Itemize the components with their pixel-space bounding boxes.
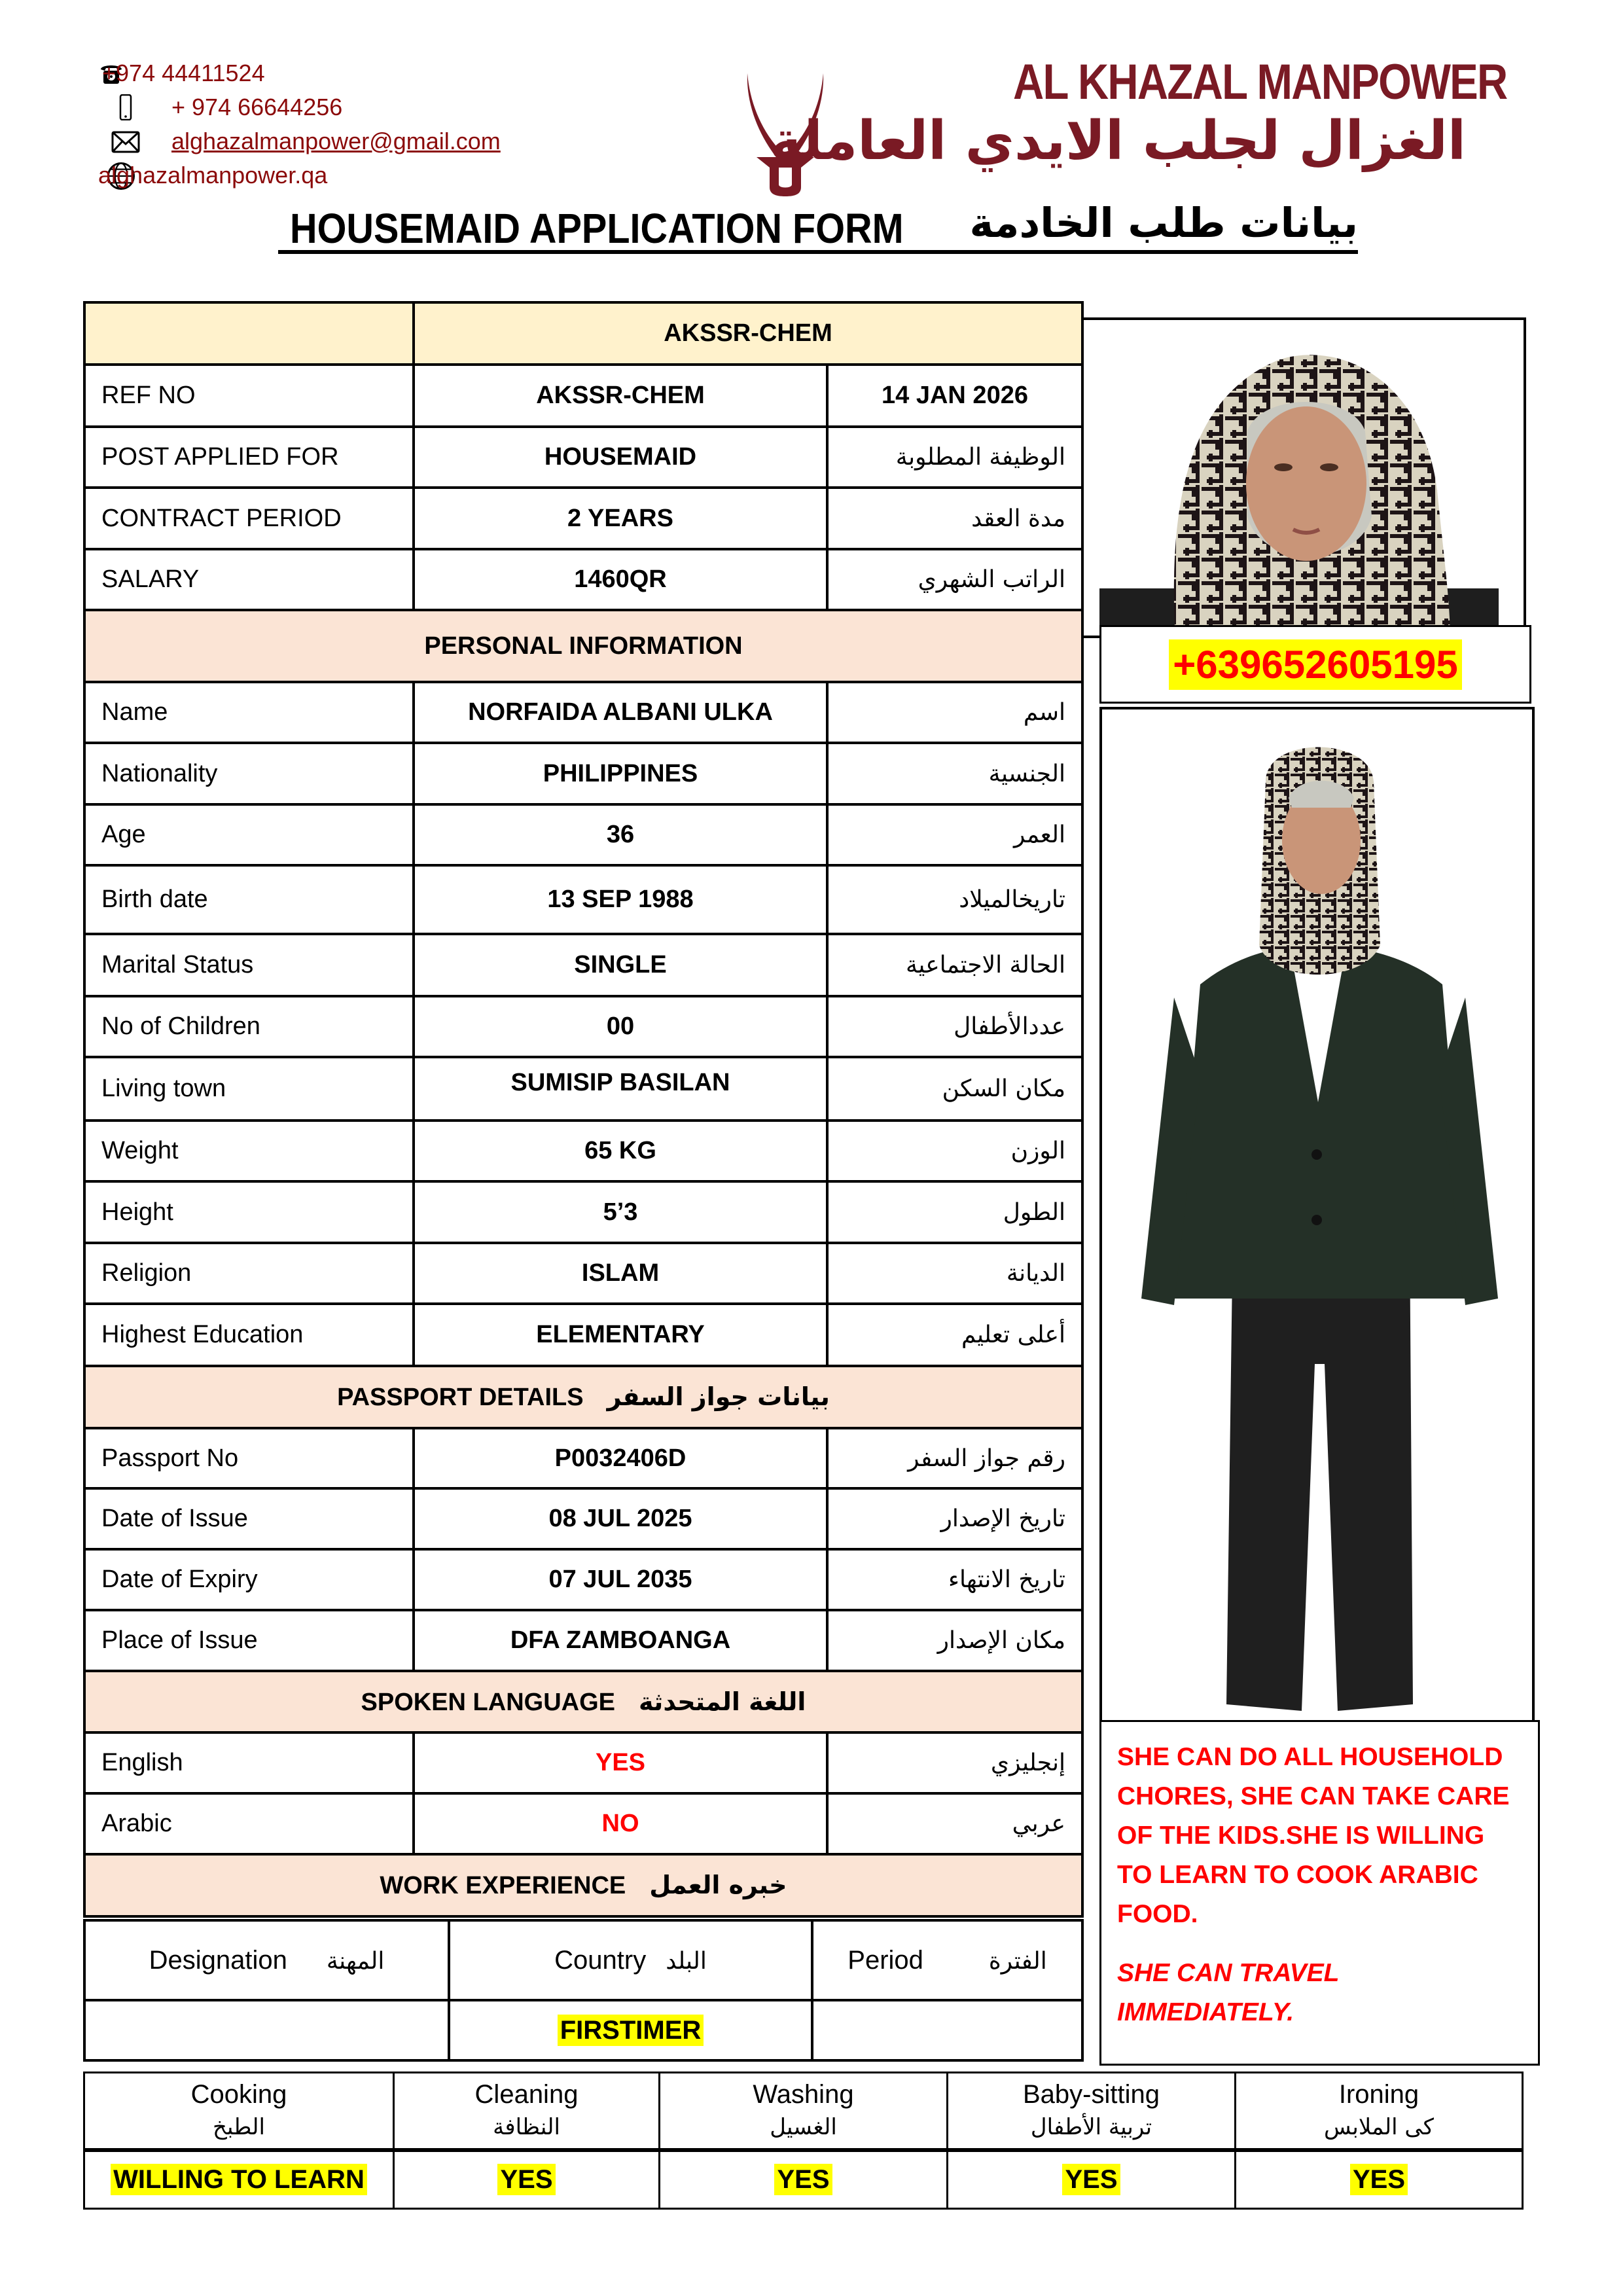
skill-label-arabic: الغسيل <box>770 2113 837 2140</box>
row-label-arabic: مكان الإصدار <box>827 1610 1082 1671</box>
table-row-birth-date <box>84 865 1082 934</box>
row-value: 07 JUL 2035 <box>414 1549 827 1610</box>
row-label-arabic: مكان السكن <box>827 1057 1082 1121</box>
experience-designation <box>84 2000 449 2060</box>
envelope-icon <box>106 128 145 154</box>
row-value: 36 <box>414 804 827 865</box>
table-row-passport-no <box>84 1428 1082 1488</box>
section-header-english: PASSPORT DETAILS <box>337 1384 584 1411</box>
table-row-post <box>84 427 1082 488</box>
column-label-arabic: الفترة <box>988 1947 1047 1975</box>
row-value: 13 SEP 1988 <box>414 865 827 934</box>
row-label: REF NO <box>84 365 414 427</box>
experience-country <box>449 2000 812 2060</box>
row-label-arabic: اسم <box>827 682 1082 743</box>
row-label: Religion <box>84 1243 414 1304</box>
brand-name-english: AL KHAZAL MANPOWER <box>1013 54 1507 110</box>
skills-table <box>83 2072 1524 2210</box>
row-label: Date of Issue <box>84 1488 414 1549</box>
section-spoken-language <box>84 1671 1082 1732</box>
section-work-experience <box>84 1854 1082 1916</box>
row-label: Birth date <box>84 865 414 934</box>
row-label: Marital Status <box>84 934 414 996</box>
skills-value-row <box>84 2150 1523 2209</box>
row-label: Living town <box>84 1057 414 1121</box>
skill-value: YES <box>774 2164 832 2195</box>
row-value: HOUSEMAID <box>414 427 827 488</box>
column-label-arabic: المهنة <box>326 1947 385 1975</box>
row-label-arabic: مدة العقد <box>827 488 1082 549</box>
skill-label: Baby-sitting <box>1023 2079 1160 2109</box>
skill-ironing <box>1236 2073 1523 2150</box>
row-label-arabic: الطول <box>827 1181 1082 1243</box>
column-label-arabic: البلد <box>666 1947 707 1975</box>
skill-washing <box>660 2073 948 2150</box>
full-body-portrait-icon <box>1102 709 1535 1731</box>
skill-value-ironing <box>1236 2150 1523 2209</box>
table-row-salary <box>84 549 1082 610</box>
table-row-marital-status <box>84 934 1082 996</box>
form-title-arabic: بيانات طلب الخادمة <box>969 199 1358 247</box>
row-label-arabic: تاريخ الانتهاء <box>827 1549 1082 1610</box>
row-value: 1460QR <box>414 549 827 610</box>
row-value: YES <box>414 1732 827 1793</box>
section-header: PERSONAL INFORMATION <box>84 610 1082 682</box>
row-value: AKSSR-CHEM <box>414 365 827 427</box>
row-value: PHILIPPINES <box>414 743 827 804</box>
section-header <box>84 1671 1082 1732</box>
table-row-arabic <box>84 1793 1082 1854</box>
contact-email-link[interactable]: alghazalmanpower@gmail.com <box>171 128 501 154</box>
skill-label-arabic: الطبخ <box>213 2113 265 2140</box>
row-label-arabic: الوزن <box>827 1121 1082 1181</box>
section-header-arabic: خبره العمل <box>649 1871 787 1899</box>
reference-header-blank <box>84 302 414 365</box>
row-value: NORFAIDA ALBANI ULKA <box>414 682 827 743</box>
row-label-arabic: تاريخ الإصدار <box>827 1488 1082 1549</box>
contact-mobile-text[interactable]: + 974 66644256 <box>171 94 343 120</box>
table-row-date-of-expiry <box>84 1549 1082 1610</box>
row-label: Age <box>84 804 414 865</box>
application-details-table <box>83 301 1084 1918</box>
full-body-photo <box>1099 707 1535 1731</box>
reference-header-code: AKSSR-CHEM <box>414 302 1082 365</box>
skill-value-baby-sitting <box>948 2150 1236 2209</box>
row-label: SALARY <box>84 549 414 610</box>
skill-label-arabic: النظافة <box>493 2113 560 2140</box>
skill-label-arabic: تربية الأطفال <box>1030 2113 1152 2140</box>
row-value: DFA ZAMBOANGA <box>414 1610 827 1671</box>
row-label: No of Children <box>84 996 414 1057</box>
section-passport-details <box>84 1366 1082 1428</box>
row-label-arabic: رقم جواز السفر <box>827 1428 1082 1488</box>
skill-value-cleaning <box>394 2150 660 2209</box>
table-row-height <box>84 1181 1082 1243</box>
work-experience-table <box>83 1919 1084 2062</box>
table-row-nationality <box>84 743 1082 804</box>
row-label-arabic: عربي <box>827 1793 1082 1854</box>
row-value: 2 YEARS <box>414 488 827 549</box>
section-header <box>84 1854 1082 1916</box>
row-value: 00 <box>414 996 827 1057</box>
candidate-phone-box <box>1099 625 1531 704</box>
candidate-phone[interactable]: +639652605195 <box>1169 639 1461 690</box>
row-label: Date of Expiry <box>84 1549 414 1610</box>
column-period <box>812 1920 1082 2000</box>
row-label-arabic: الحالة الاجتماعية <box>827 934 1082 996</box>
row-value: SINGLE <box>414 934 827 996</box>
row-label: CONTRACT PERIOD <box>84 488 414 549</box>
section-personal-information <box>84 610 1082 682</box>
row-label-arabic: العمر <box>827 804 1082 865</box>
row-label-arabic: الوظيفة المطلوبة <box>827 427 1082 488</box>
skill-value-cooking <box>84 2150 394 2209</box>
row-label-arabic: الديانة <box>827 1243 1082 1304</box>
section-header-english: WORK EXPERIENCE <box>380 1872 626 1899</box>
row-label: Passport No <box>84 1428 414 1488</box>
column-label: Designation <box>149 1945 287 1975</box>
experience-header-row <box>84 1920 1082 2000</box>
row-label: Name <box>84 682 414 743</box>
table-row-religion <box>84 1243 1082 1304</box>
contact-phone-text[interactable]: +974 44411524 <box>102 60 265 86</box>
row-label-arabic: تاريخالميلاد <box>827 865 1082 934</box>
contact-website-text[interactable]: alghazalmanpower.qa <box>98 162 328 188</box>
table-row-children <box>84 996 1082 1057</box>
section-header-arabic: اللغة المتحدثة <box>639 1687 806 1716</box>
column-label: Country <box>554 1945 647 1975</box>
headshot-portrait-icon <box>1084 320 1526 638</box>
row-value: NO <box>414 1793 827 1854</box>
row-label: Nationality <box>84 743 414 804</box>
mobile-phone-icon <box>113 94 139 120</box>
row-label-arabic: عددالأطفال <box>827 996 1082 1057</box>
reference-header-row <box>84 302 1082 365</box>
row-value: ISLAM <box>414 1243 827 1304</box>
skill-value: WILLING TO LEARN <box>111 2164 367 2195</box>
brand-name-arabic: الغزال لجلب الايدي العاملة <box>770 110 1466 172</box>
skill-value: YES <box>1350 2164 1408 2195</box>
table-row-education <box>84 1304 1082 1366</box>
row-value: 08 JUL 2025 <box>414 1488 827 1549</box>
remarks-box <box>1099 1720 1540 2066</box>
experience-period <box>812 2000 1082 2060</box>
table-row-name <box>84 682 1082 743</box>
column-country <box>449 1920 812 2000</box>
section-header-english: SPOKEN LANGUAGE <box>361 1688 615 1716</box>
headshot-photo <box>1081 317 1526 638</box>
experience-row <box>84 2000 1082 2060</box>
row-label-arabic: أعلى تعليم <box>827 1304 1082 1366</box>
row-label-arabic: الجنسية <box>827 743 1082 804</box>
skill-label: Cooking <box>190 2079 287 2109</box>
row-label-arabic: إنجليزي <box>827 1732 1082 1793</box>
ref-date: 14 JAN 2026 <box>827 365 1082 427</box>
form-title <box>278 199 1358 254</box>
table-row-age <box>84 804 1082 865</box>
table-row-contract <box>84 488 1082 549</box>
section-header-arabic: بيانات جواز السفر <box>607 1382 830 1411</box>
row-label: Highest Education <box>84 1304 414 1366</box>
skill-label: Ironing <box>1338 2079 1419 2109</box>
experience-country-value: FIRSTIMER <box>558 2015 704 2046</box>
row-value: 65 KG <box>414 1121 827 1181</box>
row-label: Weight <box>84 1121 414 1181</box>
row-label: English <box>84 1732 414 1793</box>
skill-value-washing <box>660 2150 948 2209</box>
row-value: SUMISIP BASILAN <box>414 1057 827 1121</box>
skill-cooking <box>84 2073 394 2150</box>
skill-baby-sitting <box>948 2073 1236 2150</box>
row-value: 5’3 <box>414 1181 827 1243</box>
section-header <box>84 1366 1082 1428</box>
skill-cleaning <box>394 2073 660 2150</box>
skills-header-row <box>84 2073 1523 2150</box>
table-row-living-town <box>84 1057 1082 1121</box>
row-value: P0032406D <box>414 1428 827 1488</box>
table-row-place-of-issue <box>84 1610 1082 1671</box>
row-label-arabic: الراتب الشهري <box>827 549 1082 610</box>
row-label: Height <box>84 1181 414 1243</box>
table-row-ref-no <box>84 365 1082 427</box>
table-row-weight <box>84 1121 1082 1181</box>
row-label: Place of Issue <box>84 1610 414 1671</box>
column-designation <box>84 1920 449 2000</box>
table-row-english <box>84 1732 1082 1793</box>
skill-label-arabic: كى الملابس <box>1324 2113 1434 2140</box>
table-row-date-of-issue <box>84 1488 1082 1549</box>
skill-label: Washing <box>753 2079 854 2109</box>
remarks-text: SHE CAN DO ALL HOUSEHOLD CHORES, SHE CAN TAKE CARE OF THE KIDS.SHE IS WILLING TO LEARN TO COOK ARABIC FOOD. <box>1117 1743 1510 1928</box>
skill-value: YES <box>1062 2164 1120 2195</box>
remarks-travel: SHE CAN TRAVEL IMMEDIATELY. <box>1117 1959 1339 2026</box>
form-title-english: HOUSEMAID APPLICATION FORM <box>290 205 904 252</box>
column-label: Period <box>847 1945 923 1975</box>
skill-label: Cleaning <box>474 2079 579 2109</box>
row-label: POST APPLIED FOR <box>84 427 414 488</box>
row-label: Arabic <box>84 1793 414 1854</box>
skill-value: YES <box>497 2164 555 2195</box>
row-value: ELEMENTARY <box>414 1304 827 1366</box>
